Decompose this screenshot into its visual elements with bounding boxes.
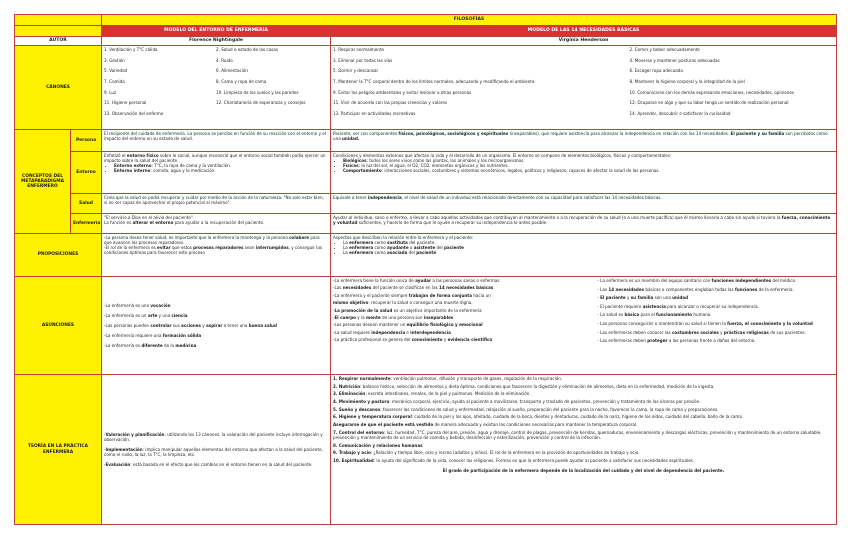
teoria-h-item: 6. Higiene y temperatura corporal: cuidado de la piel y los ojos, afeitado, cuidado de la boca, dientes y dentaduras, cuidado de la nariz, higiene de los oídos, cuidado del cabello, baño de la cama.: [333, 414, 744, 420]
autor-nightingale: Florence Nightingale: [102, 37, 331, 46]
salud-nightingale: Creía que la salud se podía recuperar y cuidar por medio de la acción de la naturaleza. "No solo estar bien, si no ser capaz de aprovechar el propio potencial al máximo".: [102, 194, 331, 214]
salud-henderson: Equivale a tener independencia, el nivel de salud de un individuo está relacionado directamente con su capacidad para satisfacer las 14 necesidades básicas.: [331, 194, 837, 214]
teoria-h-item: 10. Espiritualidad: la ayuda del significado de la vida, conocer las religiones. Formas en que la enfermera puede ayudar al paciente a satisfacer sus necesidades espirituales.: [333, 457, 695, 463]
corner-cell: [15, 15, 102, 26]
enfermeria-nightingale: "El servicio a Dios en el alivio del paciente". La función es alterar el entorno para ayudar a la recuperación del paciente.: [102, 214, 331, 234]
filosofias-header: FILOSOFÍAS: [102, 15, 837, 26]
canones-h-col1: 1. Respirar normalmente 3. Eliminar por todas las vías 5. Dormir y descansar 7. Mantener la T°C corporal dentro de los límites normales, adecuando y modificando el ambiente. 9. Evitar los peligros ambientales y evitar lesionar a otras personas 11. Vivir de acuerdo con las propias creencias y valores 13. Participar en actividades recreativas: [333, 47, 536, 117]
entorno-henderson: Condiciones y elementos externos que afectan la vida y el desarrollo de un organismo. El entorno se compone de elementos biológicos, físicos y comportamentales: • Biológicos: todos los seres vivos como las plantas, los animales y los microorganismos. • Físicos: la luz del sol, el agua, el O2, CO2, elementos orgánicos y los nutrientes. • Comportamiento: interacciones sociales, costumbres y sistemas económicos, legales, políticos y religiosos, capaces de afectar la salud de las personas.: [331, 152, 837, 194]
asunciones-nightingale: -La enfermería es una vocación -La enfermería es un arte y una ciencia -Las personas pueden controlar sus acciones y aspirar a tener una buena salud -La enfermería requiere una formación sólida -La enfermería es diferente de la medicina: [102, 277, 331, 375]
canones-nightingale: [102, 46, 331, 130]
persona-henderson: Paciente, ser con componentes físicos, psicológicos, sociológicos y espirituales (inseparables), que requiere asistencia para alcanzar la independencia en relación con los 14 necesidades. El paciente y su familia son percibidos como una unidad.: [331, 130, 837, 152]
teoria-h-item: 2. Nutrición: balance hídrico, selección de alimentos y dieta óptima, condiciones que favorecen la digestión y eliminación de alimentos, dieta en la enfermedad, medición de la ingesta.: [333, 383, 715, 389]
row-label-canones: CÁNONES: [15, 46, 102, 130]
modelo-necesidades-header: MODELO DE LAS 14 NECESIDADES BÁSICAS: [331, 26, 837, 37]
canones-henderson: [331, 46, 837, 130]
entorno-nightingale: Enfatizó el entorno físico sobre lo social, aunque reconoció que el entorno social también podía ejercer un impacto sobre la salud del paciente. • Entorno externo: T°C, la ropa de cama y la ventilación. • Entorno interno: comida, agua y la medicación.: [102, 152, 331, 194]
philosophies-table-sheet: [14, 14, 836, 529]
asunciones-h-left: -La enfermera tiene la función única de ayudar a las personas sanas o enfermas -Las necesidades del paciente se clasifican en las 14 necesidades básicas -La enfermera y el paciente siempre trabajan de forma conjunta hacia un mismo objetivo: recuperar la salud o conseguir una muerte digna. -La promoción de la salud es un objetivo importante de la enfermería -El cuerpo y la mente de una persona son inseparables -Las personas desean mantener un equilibrio fisiológico y emocional -La salud requiere independencia e interdependencia -La práctica profesional se genera del conocimiento y evidencia científica: [333, 278, 500, 343]
teoria-h-item: 3. Eliminación: excreta intestinales, renales, de la piel y pulmones. Medición de la eliminación.: [333, 391, 531, 397]
proposiciones-henderson: Aspectos que describen la relación entre la enfermera y el paciente: • La enfermera como sustituta del paciente. • La enfermera como ayudante o asistente del paciente • La enfermera como asociada del paciente: [331, 234, 837, 277]
teoria-h-item: 7. Control del entorno: luz, humedad, T°C, pureza del aire, presión, agua y drenaje, control de plagas, prevención de heridas, quemaduras, envenenamiento y descargas eléctricas, prevención y mantenimiento de un entorno saludable, prevención y mantenimiento de un servicio de comida y bebida, desinfección y esterilización, prevención y control de la infección.: [333, 429, 822, 440]
row-label-persona: Persona: [71, 130, 102, 152]
row-label-teoria: TEORÍA EN LA PRÁCTICA ENFERMERA: [15, 375, 102, 525]
asunciones-h-right: - La enfermera es un miembro del equipo sanitario con funciones independientes del médico. - Las 14 necesidades básicas o componentes engloban todas las funciones de la enfermería. - El paciente y su familia son una unidad - El paciente requiere asistencia para alcanzar o recuperar su independencia. - La salud es básica para el funcionamiento humano. - Las personas conseguirán o mantendrán su salud si tienen la fuerza, el conocimiento y la voluntad - Las enfermeras deben conocer las costumbres sociales y prácticas religiosas de sus pacientes. - Las enfermeras deben proteger a las personas frente a daños del entorno.: [597, 278, 813, 344]
canones-n-col2: 2. Salud o estado de las casas 4. Ruido 6. Alimentación 8. Cama y ropa de cama 10. Limpieza de los suelos y las paredes 12. Charlatanería de esperanzas y consejos: [216, 47, 306, 106]
proposiciones-nightingale: -La persona desea tener salud, es importante que la enfermera la mantenga y la persona colabore para que avancen los procesos reparadores. -El rol de la enfermera es evitar que estos procesos reparadores sean interrumpidos, y conseguir las condiciones óptimas para favorecer este proceso: [102, 234, 331, 277]
teoria-h-item: 8. Comunicación y relaciones humanas: [333, 442, 423, 448]
philosophies-table: [14, 14, 837, 525]
teoria-h-list: [333, 376, 834, 466]
autor-henderson: Virginia Henderson: [331, 37, 837, 46]
row-label-conceptos: CONCEPTOS DEL METAPARADIGMA ENFERMERO: [15, 130, 71, 234]
teoria-h-item: 9. Trabajo y ocio: ¿Relación y tiempo libre, ocio y recreo (adultos y niños). El rol de la enfermera en la provisión de oportunidades de trabajo y ocio.: [333, 450, 640, 456]
teoria-h-final: El grado de participación de la enfermera depende de la localización del cuidado y del nivel de dependencia del paciente.: [442, 467, 725, 473]
teoria-henderson: [331, 375, 837, 525]
row-label-enfermeria: Enfermería: [71, 214, 102, 234]
teoria-h-item: 4. Movimiento y postura: mecánica corporal, ejercicio, ayuda al paciente a movilizarse, transporte y traslado de pacientes, prevención y tratamiento de las úlceras por presión.: [333, 399, 701, 405]
persona-nightingale: El recipiente del cuidado de enfermería. La persona se percibe en función de su reacción con el entorno y el impacto del entorno en su estado de salud.: [102, 130, 331, 152]
row-label-entorno: Entorno: [71, 152, 102, 194]
canones-n-col1: 1. Ventilación y T°C cálida 3. Gestión 5. Variedad 7. Comida 9. Luz 11. Higiene personal 13. Observación del enfermo: [104, 47, 164, 117]
blank-header-cell: [15, 26, 102, 37]
row-label-salud: Salud: [71, 194, 102, 214]
teoria-h-item: 5. Sueño y descanso: favorecer las condiciones de salud y enfermedad, relajación al sueño, preparación del paciente para la noche, favorecer la cama, la ropa de cama y preparaciones.: [333, 406, 719, 412]
teoria-h-item: Asegurarse de que el paciente está vestido de manera adecuada y existan las condiciones necesarias para mantener la temperatura corporal.: [333, 422, 638, 428]
asunciones-henderson: [331, 277, 837, 375]
canones-h-col2: 2. Comer y beber adecuadamente 4. Moverse y mantener posturas adecuadas 6. Escoger ropa adecuada 8. Mantener la higiene corporal y la integridad de la piel 10. Comunicarse con los demás expresando emociones, necesidades, opiniones 12. Ocuparse en algo y que su labor tenga un sentido de realización personal 14. Aprender, descubrir o satisfacer la curiosidad: [629, 47, 794, 117]
teoria-nightingale: -Valoración y planificación: utilizando los 13 cánones, la valoración del paciente incluye interrogación y observación. -Implementación: implica manipular aquellos elementos del entorno que afectan a la salud del paciente, como el ruido, la luz, la T°C, la limpieza, etc. -Evaluación: está basada en el efecto que los cambios en el entorno tienen en la salud del paciente.: [102, 375, 331, 525]
enfermeria-henderson: Ayudar al individuo, sano o enfermo, a llevar a cabo aquellas actividades que contribuyan al mantenimiento o a la recuperación de su salud (o a una muerte pacífica) que él mismo llevaría a cabo sin ayuda si tuviera la fuerza, conocimiento y voluntad suficientes, y hacerlo de forma que le ayude a recuperar su independencia lo antes posible.: [331, 214, 837, 234]
teoria-h-item: 1. Respirar normalmente: ventilación pulmonar, difusión y transporte de gases, regulación de la respiración.: [333, 376, 563, 381]
row-label-proposiciones: PROPOSICIONES: [15, 234, 102, 277]
modelo-entorno-header: MODELO DEL ENTORNO DE ENFERMERÍA: [102, 26, 331, 37]
row-label-asunciones: ASUNCIONES: [15, 277, 102, 375]
autor-label: AUTOR: [15, 37, 102, 46]
